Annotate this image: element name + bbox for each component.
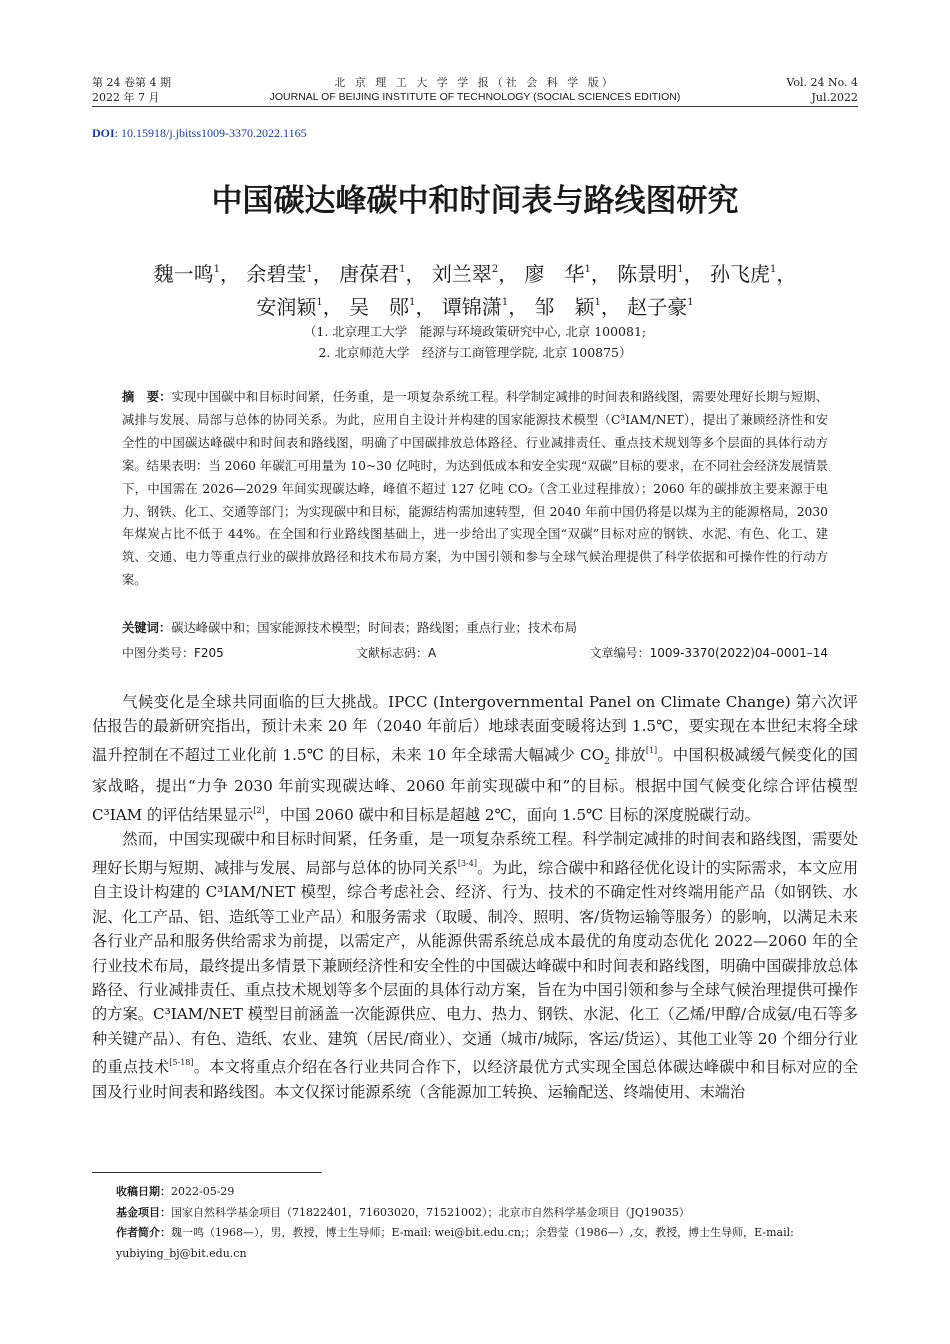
author-affiliation-mark: 1	[584, 264, 591, 275]
keywords-label: 关键词：	[122, 621, 172, 635]
author-name: 魏一鸣	[153, 262, 214, 286]
keywords	[122, 618, 828, 638]
author-name: 吴 郧	[349, 295, 410, 319]
body-paragraph-1	[92, 690, 858, 827]
footnote-divider	[92, 1172, 322, 1173]
classification-line	[122, 643, 828, 663]
text-run: 排放	[609, 745, 646, 764]
doi-label: DOI	[92, 126, 115, 140]
author-name: 安润颖	[256, 295, 317, 319]
author-name: 赵子豪	[627, 295, 688, 319]
author-affiliation-mark: 1	[770, 264, 777, 275]
author-affiliation-mark: 1	[316, 297, 323, 308]
doi-value[interactable]: : 10.15918/j.jbitss1009-3370.2022.1165	[114, 126, 307, 140]
citation-ref[interactable]: [5-18]	[169, 1058, 194, 1068]
issue-date-en: Jul.2022	[811, 91, 858, 104]
text-run: 气候变化是全球共同面临的巨大挑战。IPCC (Intergovernmental Panel on Climate Change) 第六次评估报告的最新研究指出，预计未来 20 年（2040 年前后）地球表面变暖将达到 1.5℃，要实现在本世纪末将全球温升控制在不超过工业化前 1.5℃ 的目标，未来 10 年全球需大幅减少 CO	[92, 693, 858, 764]
author-bio	[116, 1223, 858, 1264]
citation-ref[interactable]: [3-4]	[457, 858, 477, 868]
text-run: 。本文将重点介绍在各行业共同合作下，以经济最优方式实现全国总体碳达峰碳中和目标对应的全国及行业时间表和路线图。本文仅探讨能源系统（含能源加工转换、运输配送、终端使用、末端治	[92, 1058, 859, 1101]
abstract-text: 实现中国碳中和目标时间紧，任务重，是一项复杂系统工程。科学制定减排的时间表和路线图，需要处理好长期与短期、减排与发展、局部与总体的协同关系。为此，应用自主设计并构建的国家能源技术模型（C³IAM/NET），提出了兼顾经济性和安全性的中国碳达峰碳中和时间表和路线图，明确了中国碳排放总体路径、行业减排责任、重点技术规划等多个层面的具体行动方案。结果表明：当 2060 年碳汇可用量为 10~30 亿吨时，为达到低成本和安全实现“双碳”目标的要求，在不同社会经济发展情景下，中国需在 2026—2029 年间实现碳达峰，峰值不超过 127 亿吨 CO₂（含工业过程排放）；2060 年的碳排放主要来源于电力、钢铁、化工、交通等部门；为实现碳中和目标，能源结构需加速转型，但 2040 年前中国仍将是以煤为主的能源格局，2030 年煤炭占比不低于 44%。在全国和行业路线图基础上，进一步给出了实现全国“双碳”目标对应的钢铁、水泥、有色、化工、建筑、交通、电力等重点行业的碳排放路径和技术布局方案，为中国引领和参与全球气候治理提供了科学依据和可操作性的行动方案。	[122, 390, 828, 588]
author-list-line-1: 魏一鸣$^1$， 余碧莹$^1$， 唐葆君$^1$， 刘兰翠$^2$， 廖 华$^1$， 陈景明$^1$， 孙飞虎$^1$，	[153, 262, 797, 286]
author-affiliation-mark: 1	[501, 297, 509, 308]
abstract	[122, 386, 828, 592]
body-paragraph-2	[92, 827, 858, 1104]
author-affiliation-mark: 1	[687, 297, 694, 308]
author-affiliation-mark: 1	[306, 264, 313, 275]
author-name: 刘兰翠	[431, 262, 492, 286]
author-affiliation-mark: 1	[399, 264, 406, 275]
abstract-label: 摘 要：	[122, 390, 172, 404]
running-header-right	[786, 75, 858, 105]
citation-ref[interactable]: [2]	[253, 805, 265, 815]
author-name: 唐葆君	[339, 262, 400, 286]
text-run: 。为此，综合碳中和路径优化设计的实际需求，本文应用自主设计构建的 C³IAM/NET 模型，综合考虑社会、经济、行为、技术的不确定性对终端用能产品（如钢铁、水泥、化工产品、铝、造纸等工业产品）和服务需求（取暖、制冷、照明、客/货物运输等服务）的影响，以满足未来各行业产品和服务供给需求为前提，以需定产，从能源供需系统总成本最优的角度动态优化 2022—2060 年的全行业技术布局，最终提出多情景下兼顾经济性和安全性的中国碳达峰碳中和时间表和路线图，明确中国碳排放总体路径、行业减排责任、重点技术规划等多个层面的具体行动方案，旨在为中国引领和参与全球气候治理提供可操作的方案。C³IAM/NET 模型目前涵盖一次能源供应、电力、热力、钢铁、水泥、化工（乙烯/甲醇/合成氨/电石等多种关键产品）、有色、造纸、农业、建筑（居民/商业）、交通（城市/城际，客运/货运）、其他工业等 20 个细分行业的重点技术	[92, 858, 859, 1077]
clc-number: 中图分类号：F205	[122, 646, 224, 660]
author-name: 廖 华	[524, 262, 585, 286]
author-name: 邹 颖	[534, 295, 595, 319]
footnotes	[116, 1182, 858, 1264]
fund-value: 国家自然科学基金项目（71822401，71603020，71521002）；北京市自然科学基金项目（JQ19035）	[171, 1205, 690, 1219]
affiliation-2: 2. 北京师范大学 经济与工商管理学院, 北京 100875）	[318, 345, 632, 360]
text-run: 。中国积极减缓气候变化的国家战略，提出“力争 2030 年前实现碳达峰、2060 年前实现碳中和”的目标。根据中国气候变化综合评估模型 C³IAM 的评估结果显示	[92, 745, 858, 824]
main-body	[92, 690, 858, 1104]
affiliation-1: （1. 北京理工大学 能源与环境政策研究中心, 北京 100081;	[303, 324, 647, 339]
author-affiliation-mark: 1	[409, 297, 416, 308]
volume-issue-en: Vol. 24 No. 4	[786, 76, 858, 89]
journal-name-cn: 北 京 理 工 大 学 学 报（社 会 科 学 版）	[334, 76, 616, 89]
author-name: 余碧莹	[246, 262, 307, 286]
text-run: ，中国 2060 碳中和目标是超越 2℃，面向 1.5℃ 目标的深度脱碳行动。	[264, 805, 760, 824]
doi-line	[92, 126, 307, 141]
author-name: 孙飞虎	[710, 262, 771, 286]
received-date	[116, 1182, 858, 1203]
author-affiliation-mark: 2	[491, 264, 499, 275]
text-run: 然而，中国实现碳中和目标时间紧，任务重，是一项复杂系统工程。科学制定减排的时间表和路线图，需要处理好长期与短期、减排与发展、局部与总体的协同关系	[92, 830, 858, 877]
journal-name-en: JOURNAL OF BEIJING INSTITUTE OF TECHNOLOGY (SOCIAL SCIENCES EDITION)	[269, 91, 681, 103]
citation-ref[interactable]: [1]	[645, 745, 658, 755]
author-affiliation-mark: 1	[594, 297, 601, 308]
header-divider	[92, 106, 858, 107]
keywords-text: 碳达峰碳中和；国家能源技术模型；时间表；路线图；重点行业；技术布局	[171, 621, 578, 635]
received-value: 2022-05-29	[171, 1185, 235, 1198]
document-code: 文献标志码：A	[356, 646, 437, 660]
author-affiliation-mark: 1	[677, 264, 684, 275]
paper-title: 中国碳达峰碳中和时间表与路线图研究	[211, 183, 739, 219]
author-affiliation-mark: 1	[213, 264, 220, 275]
author-name: 陈景明	[617, 262, 678, 286]
issue-date: 2022 年 7 月	[92, 91, 160, 104]
author-bio-value: 魏一鸣（1968—），男，教授，博士生导师；E-mail: wei@bit.edu.cn;；余碧莹（1986—）,女，教授，博士生导师，E-mail: yubiying_bj@bit.edu.cn	[116, 1226, 794, 1260]
article-number: 文章编号：1009-3370(2022)04–0001–14	[589, 646, 828, 660]
author-name: 谭锦潇	[441, 295, 502, 319]
fund-label: 基金项目：	[116, 1205, 171, 1219]
volume-issue: 第 24 卷第 4 期	[92, 76, 171, 89]
received-label: 收稿日期：	[116, 1185, 171, 1198]
subscript: 2	[604, 756, 610, 767]
fund-info	[116, 1203, 858, 1224]
author-list-line-2: 安润颖$^1$， 吴 郧$^1$， 谭锦潇$^1$， 邹 颖$^1$， 赵子豪$^1$	[256, 295, 694, 319]
author-bio-label: 作者简介：	[116, 1226, 171, 1239]
